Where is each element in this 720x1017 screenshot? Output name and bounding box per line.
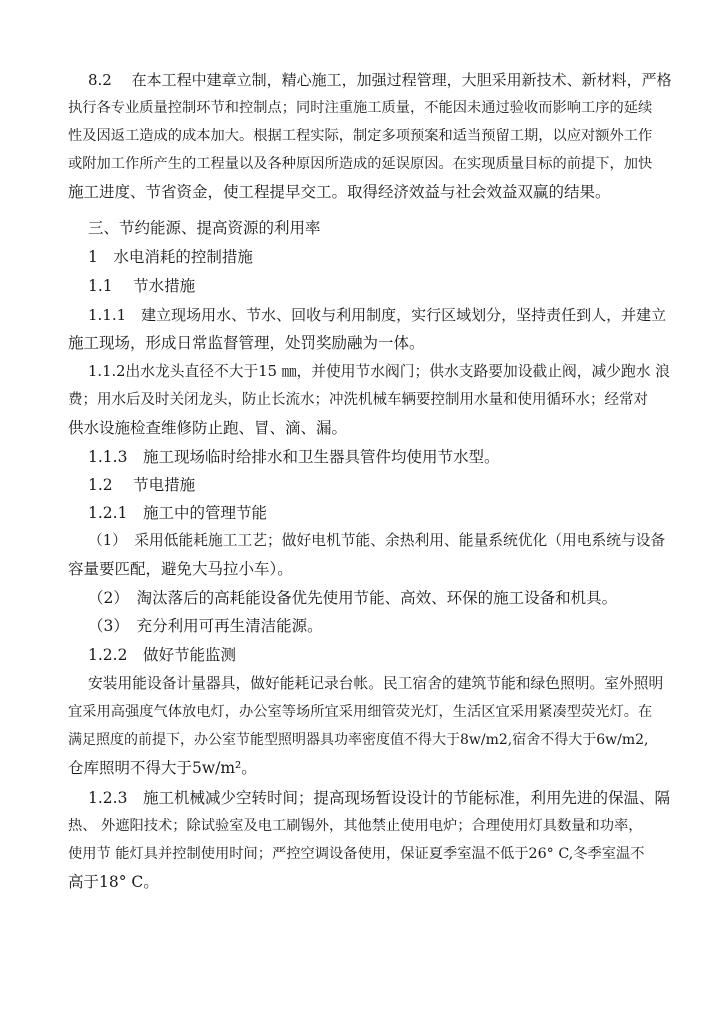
text-line: 施工进度、节省资金，使工程提早交工。取得经济效益与社会效益双赢的结果。 (68, 183, 611, 201)
text-line: 或附加工作所产生的工程量以及各种原因所造成的延误原因。在实现质量目标的前提下，加快 (68, 156, 653, 172)
text-line: 满足照度的前提下，办公室节能型照明器具功率密度值不得大于8w/m2,宿舍不得大于6w/m2, (68, 732, 649, 748)
text-line: 使用节 能灯具并控制使用时间；严控空调设备使用，保证夏季室温不低于26° C,冬季室温不 (68, 846, 645, 862)
heading-1 (88, 243, 652, 271)
text-line: 热、 外遮阳技术；除试验室及电工刷锡外，其他禁止使用电炉；合理使用灯具数量和功率， (68, 818, 643, 834)
list-item-1 (68, 527, 666, 583)
list-item-2 (88, 584, 652, 612)
text-line: （1） 采用低能耗施工工艺；做好电机节能、余热利用、能量系统优化（用电系统与设备 (88, 532, 666, 549)
text-line: 安装用能设备计量器具，做好能耗记录台帐。民工宿舍的建筑节能和绿色照明。室外照明 (88, 675, 664, 692)
text-line: 8.2 在本工程中建章立制，精心施工，加强过程管理，大胆采用新技术、新材料，严格 (88, 71, 672, 89)
text-line: 供水设施检查维修防止跑、冒、滴、漏。 (68, 419, 348, 437)
text-line: 三、节约能源、提高资源的利用率 (88, 219, 321, 237)
text-line: 宜采用高强度气体放电灯，办公室等场所宜采用细管荧光灯，生活区宜采用紧凑型荧光灯。在 (68, 704, 653, 720)
paragraph-1-1-2 (68, 358, 670, 442)
text-line: 1.2.1 施工中的管理节能 (88, 504, 267, 522)
heading-1-2 (88, 471, 652, 499)
heading-1-2-2 (88, 641, 652, 669)
heading-1-1 (88, 272, 652, 300)
text-line: 1.1.2出水龙头直径不大于15 ㎜，并使用节水阀门；供水支路要加设截止阀，减少跑水 浪 (88, 363, 670, 380)
text-line: （3） 充分利用可再生清洁能源。 (88, 617, 323, 635)
paragraph-1-1-1 (68, 301, 667, 357)
paragraph-1-1-3 (88, 443, 652, 471)
text-line: 1.1.1 建立现场用水、节水、回收与利用制度，实行区域划分，坚持责任到人，并建立 (88, 306, 667, 324)
section-heading-3 (88, 214, 652, 242)
text-line: 1.1.3 施工现场临时给排水和卫生器具管件均使用节水型。 (88, 448, 500, 466)
text-line: 1.1 节水措施 (88, 277, 196, 295)
text-line: 1 水电消耗的控制措施 (88, 248, 253, 266)
text-line: 1.2.3 施工机械减少空转时间；提高现场暂设设计的节能标准，利用先进的保温、隔 (88, 789, 670, 807)
paragraph-8-2 (68, 66, 672, 206)
text-line: （2） 淘汰落后的高耗能设备优先使用节能、高效、环保的施工设备和机具。 (88, 589, 618, 607)
text-line: 1.2.2 做好节能监测 (88, 646, 236, 664)
heading-1-2-1 (88, 499, 652, 527)
text-line: 执行各专业质量控制环节和控制点；同时注重施工质量，不能因未通过验收而影响工序的延续 (68, 100, 653, 116)
paragraph-1-2-2 (68, 670, 664, 782)
text-line: 高于18° C。 (68, 873, 159, 891)
list-item-3 (88, 612, 652, 640)
text-line: 容量要匹配，避免大马拉小车）。 (68, 560, 293, 578)
text-line: 性及因返工造成的成本加大。根据工程实际，制定多项预案和适当预留工期，以应对额外工作 (68, 128, 653, 144)
text-line: 施工现场，形成日常监督管理，处罚奖励融为一体。 (68, 334, 425, 352)
text-line: 1.2 节电措施 (88, 476, 196, 494)
text-line: 费；用水后及时关闭龙头，防止长流水；冲洗机械车辆要控制用水量和使用循环水；经常对 (68, 392, 648, 408)
text-line: 仓库照明不得大于5w/m²。 (68, 759, 257, 777)
paragraph-1-2-3 (68, 784, 670, 896)
